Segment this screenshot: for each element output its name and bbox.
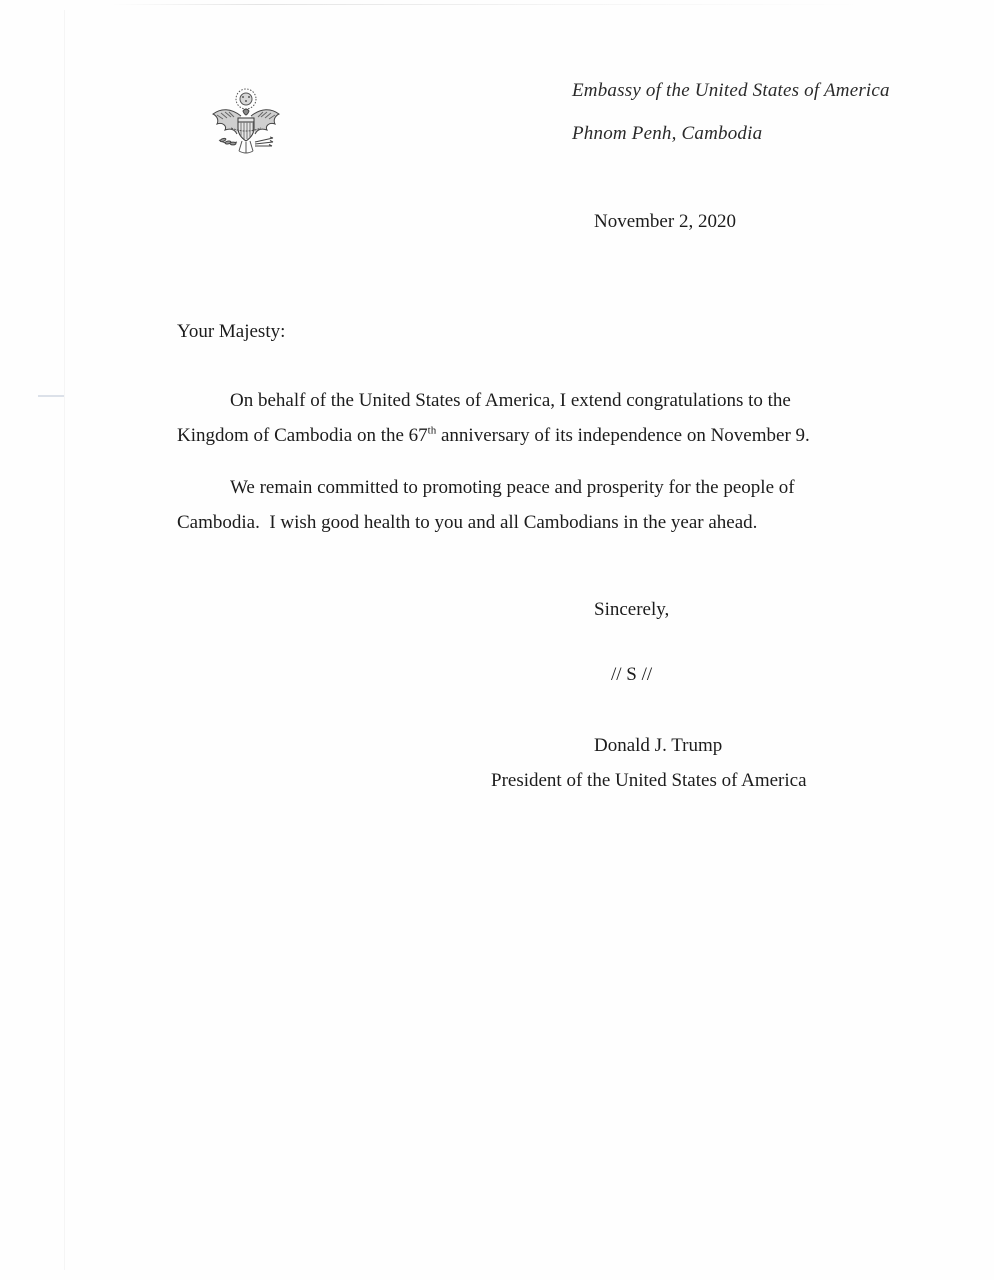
signer-name: Donald J. Trump [594,735,723,756]
paragraph-1-line-2-start: Kingdom of Cambodia on the 67 [177,425,428,446]
paragraph-1-line-2-end: anniversary of its independence on November 9. [436,425,810,446]
paragraph-1-line-1: On behalf of the United States of America, I extend congratulations to the [230,390,791,411]
scan-artifact-mark [38,395,64,397]
letter-date: November 2, 2020 [594,211,736,232]
paragraph-2-line-1: We remain committed to promoting peace and prosperity for the people of [230,477,795,498]
paragraph-2-line-2: Cambodia. I wish good health to you and all Cambodians in the year ahead. [177,512,758,533]
closing: Sincerely, [594,599,670,620]
scan-artifact-left [64,10,65,1270]
body-paragraph-2 [177,470,877,540]
great-seal-eagle-icon [203,84,289,170]
salutation: Your Majesty: [177,321,286,342]
scan-artifact-top [110,4,870,5]
body-paragraph-1 [177,383,877,453]
ordinal-suffix: th [427,424,437,437]
embassy-name: Embassy of the United States of America [572,80,890,101]
signature: // S // [611,664,653,685]
paragraph-1-line-2 [177,418,877,453]
embassy-location: Phnom Penh, Cambodia [572,123,763,144]
signer-title: President of the United States of America [491,770,807,791]
